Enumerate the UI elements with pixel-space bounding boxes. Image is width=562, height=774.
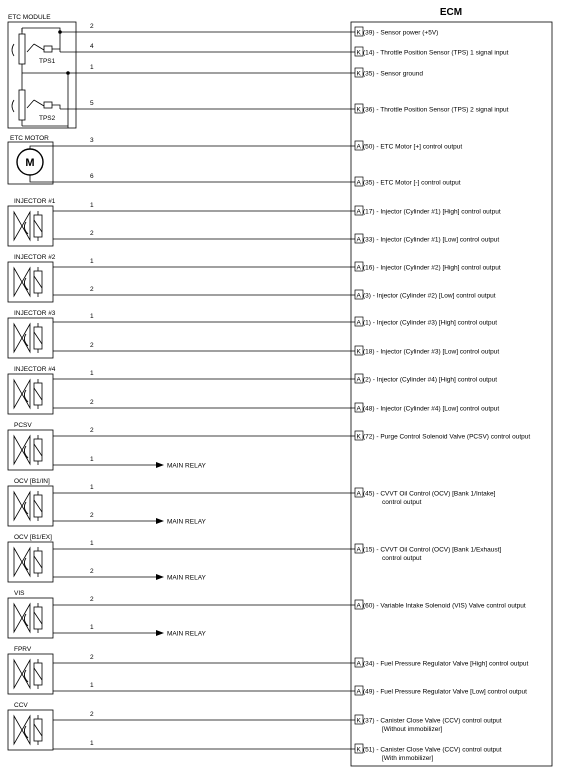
ecm-box [351, 22, 552, 766]
pin-number: 2 [90, 399, 94, 406]
wire [53, 202, 501, 216]
component-label: INJECTOR #1 [14, 198, 56, 205]
pin-number: 2 [90, 286, 94, 293]
component-box [8, 598, 53, 638]
connector-letter: K [356, 70, 361, 78]
connector-letter: A [356, 405, 361, 413]
actuation-arrow-icon [24, 558, 28, 570]
main-relay-label: MAIN RELAY [167, 630, 206, 638]
pin-number: 3 [90, 137, 94, 144]
arrow-icon [156, 518, 164, 524]
pin-number: 1 [90, 370, 94, 377]
pin-number: 2 [90, 711, 94, 718]
pin-number: 4 [90, 43, 94, 50]
ecm-pin-description: (18) - Injector (Cylinder #3) [Low] control output [363, 348, 500, 356]
coil-winding [34, 659, 42, 689]
actuation-arrow-icon [24, 446, 28, 458]
pin-number: 1 [90, 64, 94, 71]
pin-number: 1 [90, 258, 94, 265]
connector-letter: K [356, 348, 361, 356]
connector-letter: A [356, 319, 361, 327]
component-label: OCV [B1/IN] [14, 478, 50, 485]
valve-icon [14, 268, 30, 296]
ecm-pin-description-2: control output [382, 499, 422, 506]
ecm-pin-description-2: [Without immobilizer] [382, 726, 443, 733]
connector-letter: A [356, 490, 361, 498]
ecm-pin-description: (35) - Sensor ground [363, 70, 423, 78]
coil-winding [34, 267, 42, 297]
arrow-icon [156, 574, 164, 580]
actuation-arrow-icon [24, 222, 28, 234]
pin-number: 2 [90, 596, 94, 603]
actuation-arrow-icon [24, 614, 28, 626]
etc-motor-symbol: M [25, 157, 35, 169]
ecm-pin-description: (50) - ETC Motor [+] control output [363, 143, 463, 151]
actuation-arrow-icon [24, 278, 28, 290]
wire [68, 64, 423, 78]
coil-winding [34, 435, 42, 465]
wiper-arm [27, 100, 44, 108]
tps2-label: TPS2 [39, 115, 56, 122]
component-label: INJECTOR #2 [14, 254, 56, 261]
coil-winding [34, 379, 42, 409]
ecm-pin-description: (34) - Fuel Pressure Regulator Valve [High] control output [363, 660, 529, 668]
rotation-arrow-icon [12, 100, 14, 112]
sensor-element [44, 102, 52, 108]
pin-number: 6 [90, 173, 94, 180]
component-box [8, 206, 53, 246]
component-label: CCV [14, 702, 28, 709]
ecm-pin-description: (72) - Purge Control Solenoid Valve (PCSV) control output [363, 433, 531, 441]
etc-internals [12, 28, 70, 182]
component-label: FPRV [14, 646, 32, 653]
coil-winding [34, 603, 42, 633]
etc-module-label: ETC MODULE [8, 14, 51, 21]
ecm-pin-description: (15) - CVVT Oil Control (OCV) [Bank 1/Exhaust] [363, 546, 502, 554]
pin-number: 1 [90, 202, 94, 209]
connector-letter: A [356, 143, 361, 151]
connector-letter: K [356, 106, 361, 114]
pin-number: 2 [90, 342, 94, 349]
wire [53, 484, 496, 506]
valve-icon [14, 660, 30, 688]
valve-icon [14, 436, 30, 464]
component-box [8, 262, 53, 302]
component-label: PCSV [14, 422, 32, 429]
ecm-pin-description: (1) - Injector (Cylinder #3) [High] control output [363, 319, 498, 327]
pin-number: 2 [90, 654, 94, 661]
wire [53, 711, 502, 733]
pin-number: 5 [90, 100, 94, 107]
ecm-pin-description: (35) - ETC Motor [-] control output [363, 179, 461, 187]
valve-icon [14, 604, 30, 632]
wire [53, 370, 497, 384]
connector-letter: K [356, 29, 361, 37]
wire [53, 313, 497, 327]
wire [53, 286, 496, 300]
ecm-pin-description: (60) - Variable Intake Solenoid (VIS) Valve control output [363, 602, 526, 610]
component-box [8, 542, 53, 582]
coil-winding [34, 211, 42, 241]
connector-letter: A [356, 264, 361, 272]
actuation-arrow-icon [24, 390, 28, 402]
rotation-arrow-icon [12, 44, 14, 56]
wire [60, 23, 438, 37]
wire [53, 568, 207, 582]
coil-winding [34, 547, 42, 577]
pin-number: 2 [90, 230, 94, 237]
component-label: INJECTOR #3 [14, 310, 56, 317]
valve-icon [14, 324, 30, 352]
wire [53, 740, 502, 762]
valve-icon [14, 380, 30, 408]
valve-icon [14, 492, 30, 520]
connector-letter: K [356, 746, 361, 754]
wire [53, 596, 526, 610]
wire [53, 173, 461, 187]
ecm-title: ECM [439, 7, 463, 18]
wire [53, 427, 530, 441]
pin-number: 1 [90, 740, 94, 747]
connector-letter: A [356, 208, 361, 216]
actuation-arrow-icon [24, 670, 28, 682]
arrow-icon [156, 630, 164, 636]
pin-number: 2 [90, 568, 94, 575]
ecm-pin-description-2: [With immobilizer] [382, 755, 434, 762]
wire [53, 624, 207, 638]
component-box [8, 374, 53, 414]
valve-icon [14, 548, 30, 576]
connector-letter: K [356, 433, 361, 441]
ecm-pin-description: (45) - CVVT Oil Control (OCV) [Bank 1/Intake] [363, 490, 496, 498]
connector-letter: A [356, 546, 361, 554]
pin-number: 1 [90, 456, 94, 463]
connector-letter: A [356, 292, 361, 300]
wire [53, 342, 499, 356]
wire [53, 137, 462, 151]
wire [53, 456, 207, 470]
wire [53, 512, 207, 526]
wire [60, 43, 509, 57]
connector-letter: K [356, 717, 361, 725]
wire-list [53, 23, 530, 762]
ecm-pin-description-2: control output [382, 555, 422, 562]
ecm-pin-description: (51) - Canister Close Valve (CCV) control output [363, 746, 502, 754]
ecm-pin-description: (33) - Injector (Cylinder #1) [Low] control output [363, 236, 500, 244]
actuation-arrow-icon [24, 334, 28, 346]
coil-winding [34, 323, 42, 353]
pin-number: 1 [90, 682, 94, 689]
potentiometer-resistor [19, 34, 25, 64]
sensor-element [44, 46, 52, 52]
ecm-pin-description: (2) - Injector (Cylinder #4) [High] control output [363, 376, 498, 384]
main-relay-label: MAIN RELAY [167, 518, 206, 526]
connector-letter: A [356, 660, 361, 668]
main-relay-label: MAIN RELAY [167, 574, 206, 582]
ecm-pin-description: (36) - Throttle Position Sensor (TPS) 2 signal input [363, 106, 509, 114]
tps1-label: TPS1 [39, 58, 56, 65]
wiper-arm [27, 44, 44, 52]
ecm-pin-description: (37) - Canister Close Valve (CCV) control output [363, 717, 502, 725]
component-box [8, 710, 53, 750]
wire [60, 100, 509, 114]
wire [53, 230, 499, 244]
arrow-icon [156, 462, 164, 468]
connector-letter: K [356, 49, 361, 57]
component-label: OCV [B1/EX] [14, 534, 52, 541]
actuation-arrow-icon [24, 726, 28, 738]
ecm-pin-description: (14) - Throttle Position Sensor (TPS) 1 signal input [363, 49, 509, 57]
pin-number: 1 [90, 313, 94, 320]
actuation-arrow-icon [24, 502, 28, 514]
wire [53, 258, 501, 272]
component-box [8, 318, 53, 358]
component-box [8, 654, 53, 694]
ecm-pin-description: (49) - Fuel Pressure Regulator Valve [Low] control output [363, 688, 527, 696]
etc-module-box [8, 22, 76, 128]
ecm-pin-description: (17) - Injector (Cylinder #1) [High] control output [363, 208, 501, 216]
wire [53, 399, 499, 413]
ecm-pin-description: (16) - Injector (Cylinder #2) [High] control output [363, 264, 501, 272]
connector-letter: A [356, 602, 361, 610]
component-label: VIS [14, 590, 25, 597]
valve-icon [14, 212, 30, 240]
ecm-pin-description: (3) - Injector (Cylinder #2) [Low] control output [363, 292, 496, 300]
etc-motor-label: ETC MOTOR [10, 135, 49, 142]
component-box [8, 486, 53, 526]
wire [53, 654, 529, 668]
connector-letter: A [356, 688, 361, 696]
pin-number: 1 [90, 540, 94, 547]
pin-number: 2 [90, 23, 94, 30]
coil-winding [34, 715, 42, 745]
connector-letter: A [356, 236, 361, 244]
coil-winding [34, 491, 42, 521]
valve-icon [14, 716, 30, 744]
wire [53, 682, 527, 696]
pin-number: 2 [90, 427, 94, 434]
pin-number: 1 [90, 484, 94, 491]
connector-letter: A [356, 376, 361, 384]
connector-letter: A [356, 179, 361, 187]
main-relay-label: MAIN RELAY [167, 462, 206, 470]
component-list [8, 198, 56, 750]
component-label: INJECTOR #4 [14, 366, 56, 373]
wire [53, 540, 501, 562]
potentiometer-resistor [19, 90, 25, 120]
pin-number: 1 [90, 624, 94, 631]
component-box [8, 430, 53, 470]
ecm-pin-description: (48) - Injector (Cylinder #4) [Low] control output [363, 405, 500, 413]
ecm-pin-description: (39) - Sensor power (+5V) [363, 29, 439, 37]
pin-number: 2 [90, 512, 94, 519]
